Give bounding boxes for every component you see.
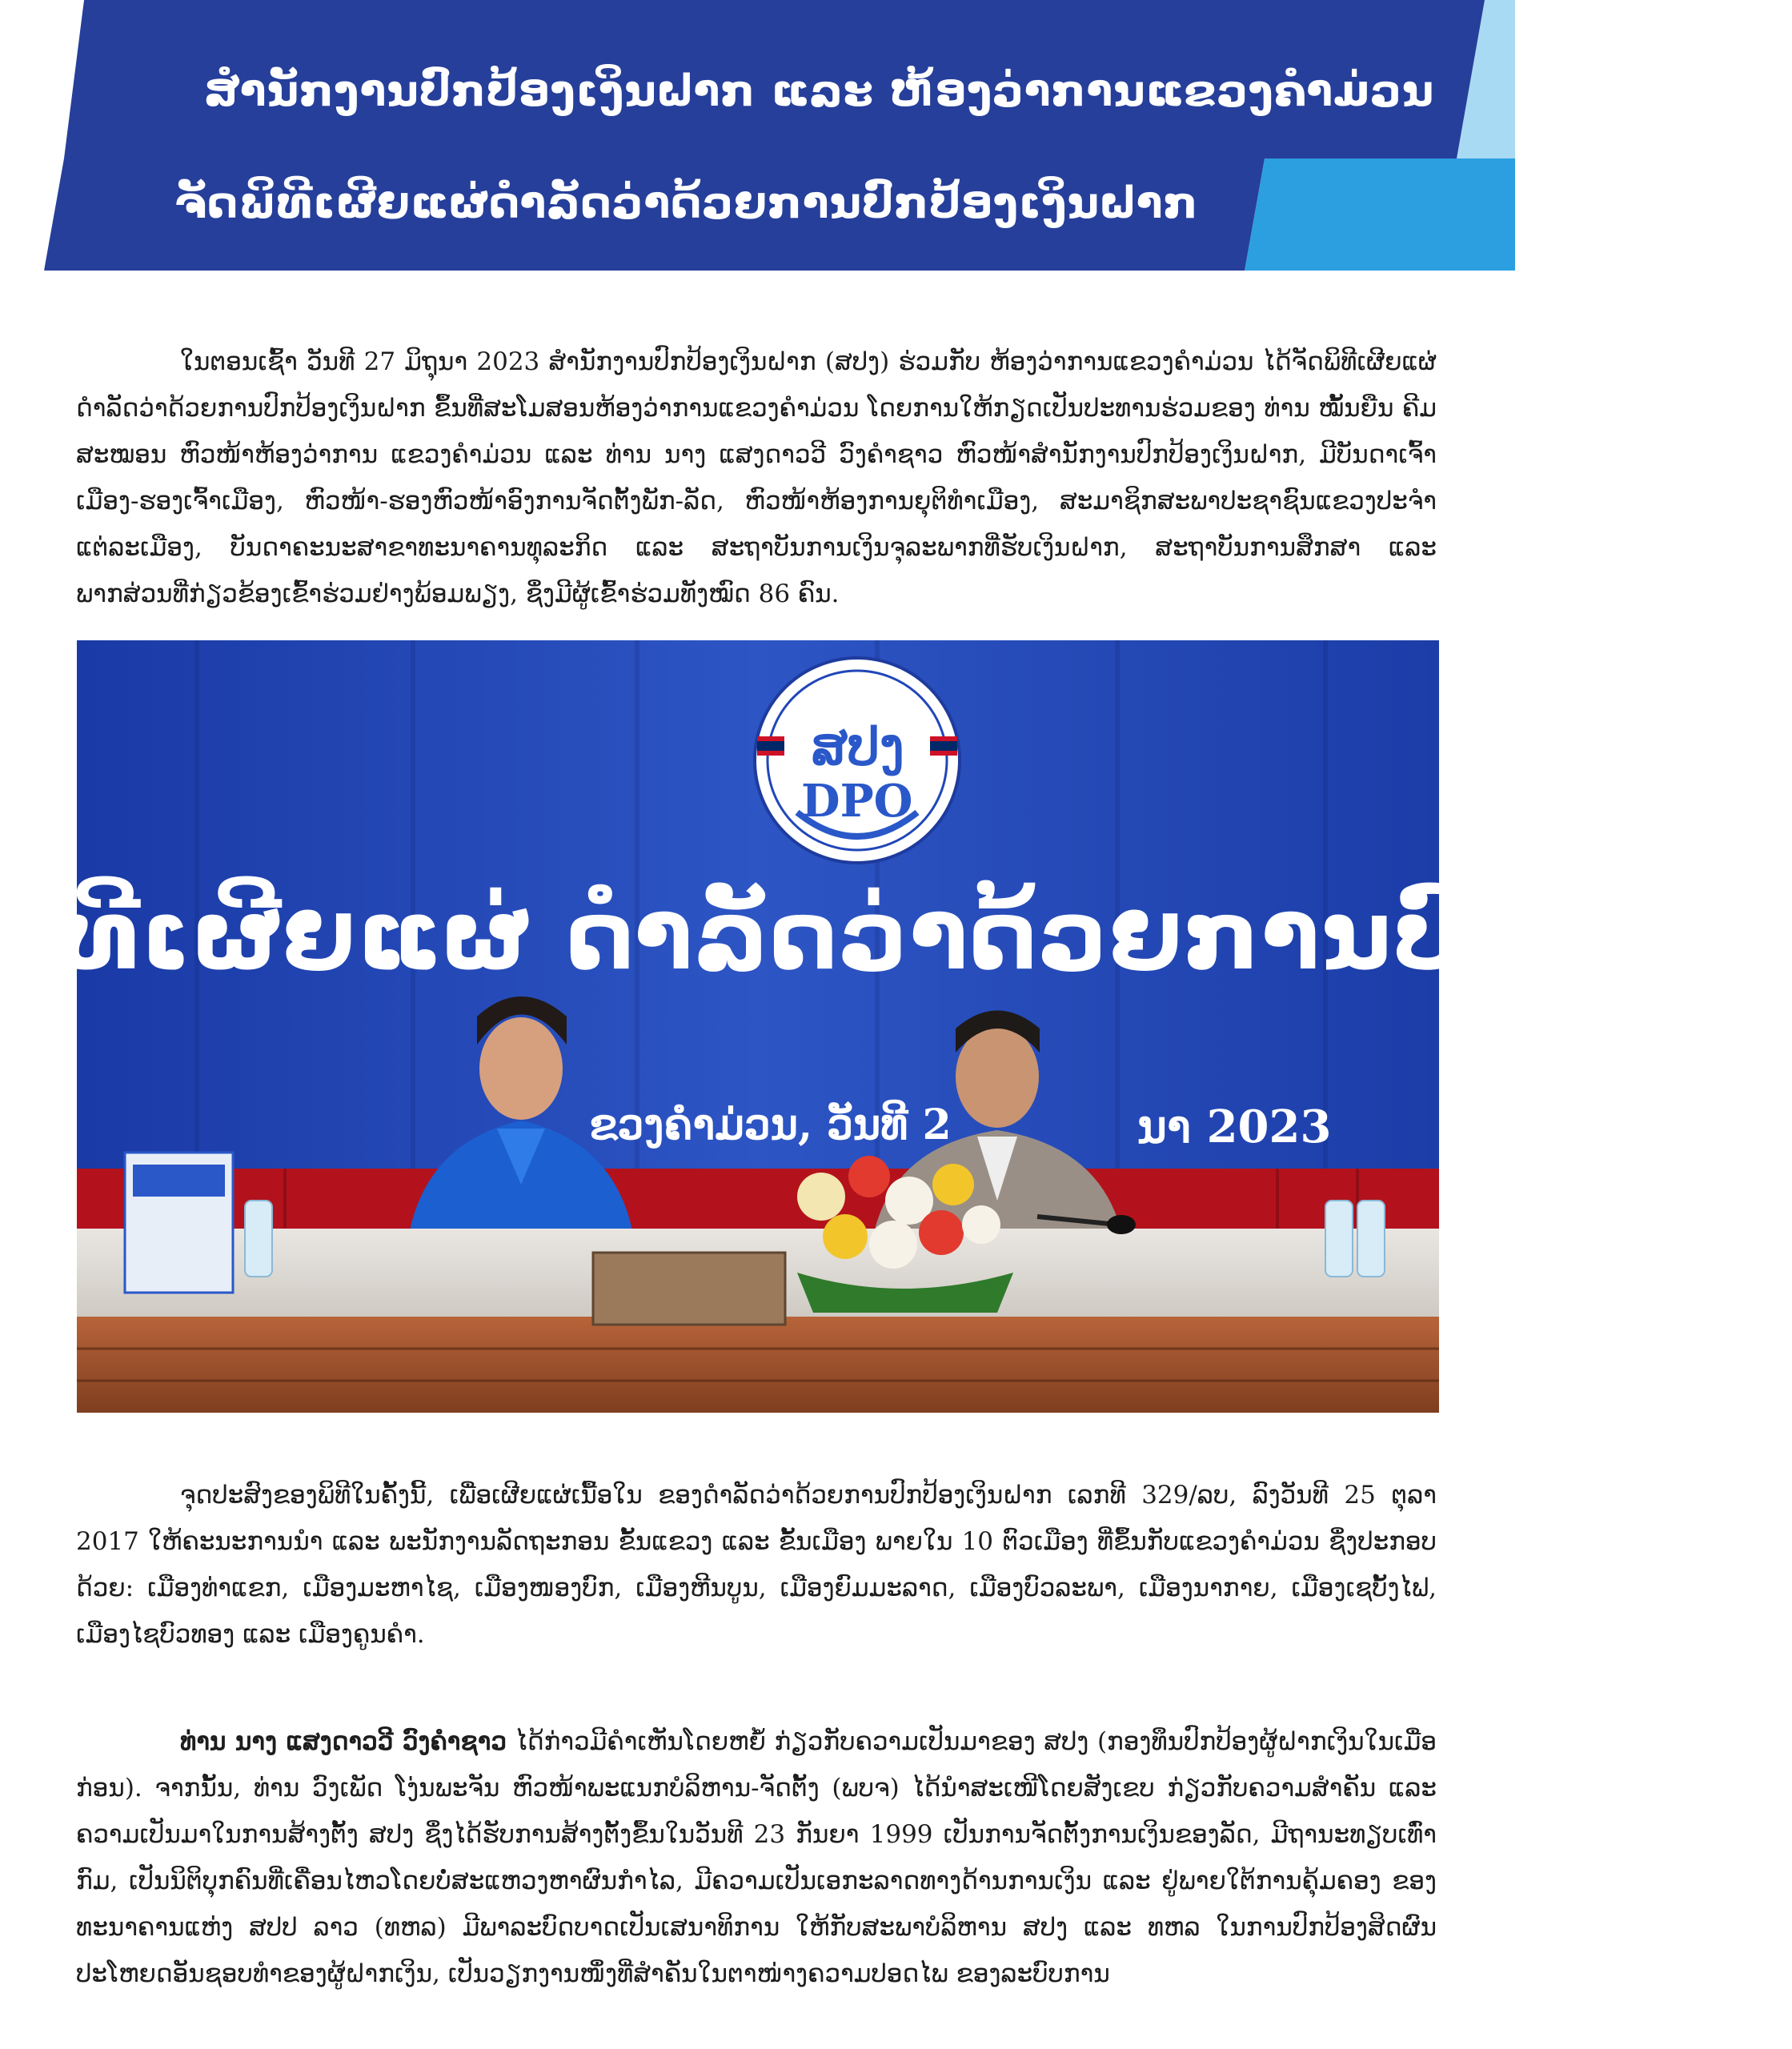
speech-paragraph xyxy=(76,1718,1437,1997)
stage-banner-year: ນາ 2023 xyxy=(1137,1101,1332,1153)
banner-shapes xyxy=(0,0,1515,271)
water-bottle xyxy=(245,1201,272,1277)
intro-paragraph: ໃນຕອນເຊົ້າ ວັນທີ 27 ມິຖຸນາ 2023 ສຳນັກງານປົກປ້ອງເງິນຝາກ (ສປງ) ຮ່ວມກັບ ຫ້ອງວ່າການແຂວງຄຳມ່ວນ ໄດ້ຈັດພິທີເຜີຍແຜ່ດຳລັດວ່າດ້ວຍການປົກປ້ອງເງິນຝາກ ຂຶ້ນທີ່ສະໂມສອນຫ້ອງວ່າການແຂວງຄຳມ່ວນ ໂດຍການໃຫ້ກຽດເປັນປະທານຮ່ວມຂອງ ທ່ານ ໝັ້ນຍືນ ຄີມສະໝອນ ຫົວໜ້າຫ້ອງວ່າການ ແຂວງຄຳມ່ວນ ແລະ ທ່ານ ນາງ ແສງດາວວີ ວົງຄຳຊາວ ຫົວໜ້າສຳນັກງານປົກປ້ອງເງິນຝາກ, ມີບັນດາເຈົ້າເມືອງ-ຮອງເຈົ້າເມືອງ, ຫົວໜ້າ-ຮອງຫົວໜ້າອົງການຈັດຕັ້ງພັກ-ລັດ, ຫົວໜ້າຫ້ອງການຍຸຕິທຳເມືອງ, ສະມາຊິກສະພາປະຊາຊົນແຂວງປະຈຳແຕ່ລະເມືອງ, ບັນດາຄະນະສາຂາທະນາຄານທຸລະກິດ ແລະ ສະຖາບັນການເງິນຈຸລະພາກທີ່ຮັບເງິນຝາກ, ສະຖາບັນການສຶກສາ ແລະ ພາກສ່ວນທີ່ກ່ຽວຂ້ອງເຂົ້າຮ່ວມຢ່າງພ້ອມພຽງ, ຊຶ່ງມີຜູ້ເຂົ້າຮ່ວມທັງໝົດ 86 ຄົນ. xyxy=(76,347,1437,608)
logo-dpo-text: DPO xyxy=(801,775,913,828)
speech-paragraph-text: ໄດ້ກ່າວມີຄຳເຫັນໂດຍຫຍໍ້ ກ່ຽວກັບຄວາມເປັນມາຂອງ ສປງ (ກອງທຶນປົກປ້ອງຜູ້ຝາກເງິນໃນເມື່ອກ່ອນ). ຈາກນັ້ນ, ທ່ານ ວົງເພັດ ໂງ່ນພະຈັນ ຫົວໜ້າພະແນກບໍລິຫານ-ຈັດຕັ້ງ (ພບຈ) ໄດ້ນຳສະເໜີໂດຍສັງເຂບ ກ່ຽວກັບຄວາມສຳຄັນ ແລະ ຄວາມເປັນມາໃນການສ້າງຕັ້ງ ສປງ ຊຶ່ງໄດ້ຮັບການສ້າງຕັ້ງຂຶ້ນໃນວັນທີ 23 ກັນຍາ 1999 ເປັນການຈັດຕັ້ງການເງິນຂອງລັດ, ມີຖານະທຽບເທົ່າກົມ, ເປັນນິຕິບຸກຄົນທີ່ເຄື່ອນໄຫວໂດຍບໍ່ສະແຫວງຫາຜົນກຳໄລ, ມີຄວາມເປັນເອກະລາດທາງດ້ານການເງິນ ແລະ ຢູ່ພາຍໃຕ້ການຄຸ້ມຄອງ ຂອງທະນາຄານແຫ່ງ ສປປ ລາວ (ທຫລ) ມີພາລະບົດບາດເປັນເສນາທິການ ໃຫ້ກັບສະພາບໍລິຫານ ສປງ ແລະ ທຫລ ໃນການປົກປ້ອງສິດຜົນປະໂຫຍດອັນຊອບທຳຂອງຜູ້ຝາກເງິນ, ເປັນວຽກງານໜຶ່ງທີ່ສຳຄັນໃນຕາໜ່າງຄວາມປອດໄພ ຂອງລະບົບການ xyxy=(76,1727,1437,1988)
tissue-box xyxy=(593,1253,785,1325)
header-banner xyxy=(0,0,1515,271)
logo-lao-text: ສປງ xyxy=(812,717,904,777)
banner-title-line1: ສຳນັກງານປົກປ້ອງເງິນຝາກ ແລະ ຫ້ອງວ່າການແຂວງຄຳມ່ວນ xyxy=(204,66,1435,116)
photo-scene xyxy=(77,640,1439,1413)
stage-banner-title: ທີເຜີຍແຜ່ ດຳລັດວ່າດ້ວຍການປົກປ້ອງເ xyxy=(61,880,1792,992)
event-photo xyxy=(61,640,1792,1413)
banner-title-line2: ຈັດພິທີເຜີຍແຜ່ດຳລັດວ່າດ້ວຍການປົກປ້ອງເງິນຝາກ xyxy=(174,178,1199,228)
banner-light-band xyxy=(1245,158,1515,271)
speaker-name: ທ່ານ ນາງ ແສງດາວວີ ວົງຄຳຊາວ xyxy=(180,1727,507,1756)
stage-banner-subtitle: ຂວງຄຳມ່ວນ, ວັນທີ 2 xyxy=(589,1101,952,1149)
purpose-paragraph: ຈຸດປະສົງຂອງພິທີໃນຄັ້ງນີ້, ເພື່ອເຜີຍແຜ່ເນື້ອໃນ ຂອງດຳລັດວ່າດ້ວຍການປົກປ້ອງເງິນຝາກ ເລກທີ 329/ລບ, ລົງວັນທີ 25 ຕຸລາ 2017 ໃຫ້ຄະນະການນຳ ແລະ ພະນັກງານລັດຖະກອນ ຂັ້ນແຂວງ ແລະ ຂັ້ນເມືອງ ພາຍໃນ 10 ຕົວເມືອງ ທີ່ຂຶ້ນກັບແຂວງຄຳມ່ວນ ຊຶ່ງປະກອບດ້ວຍ: ເມືອງທ່າແຂກ, ເມືອງມະຫາໄຊ, ເມືອງໜອງບົກ, ເມືອງຫີນບູນ, ເມືອງຍົມມະລາດ, ເມືອງບົວລະພາ, ເມືອງນາກາຍ, ເມືອງເຊບັ້ງໄຟ, ເມືອງໄຊບົວທອງ ແລະ ເມືອງຄູນຄຳ. xyxy=(76,1481,1437,1649)
